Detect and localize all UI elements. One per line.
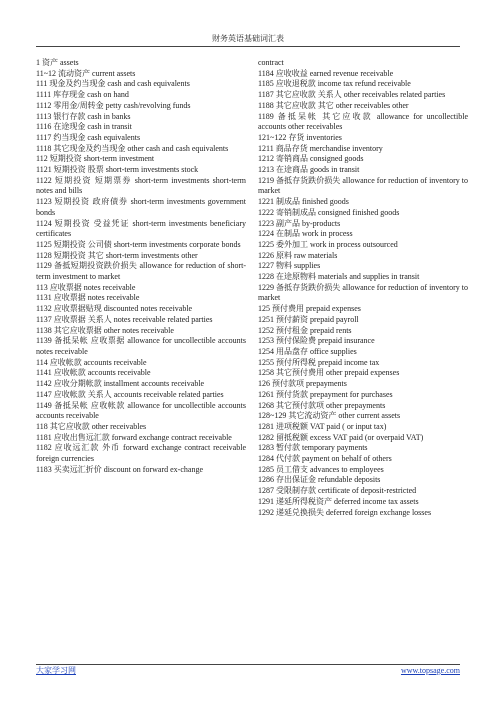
glossary-entry: 1117 约当现金 cash equivalents <box>36 132 141 142</box>
glossary-entry: 1281 进项税额 VAT paid ( or input tax) <box>258 421 387 431</box>
glossary-entry: 111 现金及约当现金 cash and cash equivalents <box>36 79 190 89</box>
glossary-entry: 114 应收帐款 accounts receivable <box>36 357 147 367</box>
footer-site-name-link[interactable]: 大家学习网 <box>36 666 76 675</box>
footer-divider <box>36 664 460 665</box>
glossary-entry: 1116 在途现金 cash in transit <box>36 122 132 132</box>
glossary-entry: 1189 备抵呆帐 其它应收款 allowance for uncollectible accounts other receivables <box>258 111 468 132</box>
glossary-entry: contract <box>258 58 284 67</box>
glossary-entry: 1224 在制品 work in process <box>258 229 353 239</box>
glossary-entry: 1187 其它应收款 关系人 other receivables related parties <box>258 90 446 100</box>
glossary-entry: 1212 寄销商品 consigned goods <box>258 154 364 164</box>
glossary-entry: 1282 留抵税额 excess VAT paid (or overpaid VAT) <box>258 432 424 442</box>
glossary-entry: 1254 用品盘存 office supplies <box>258 346 357 356</box>
glossary-entry: 1149 备抵呆帐 应收帐款 allowance for uncollectible accounts accounts receivable <box>36 400 246 421</box>
glossary-entry: 1287 受限制存款 certificate of deposit-restricted <box>258 486 417 496</box>
glossary-entry: 1253 预付保险费 prepaid insurance <box>258 336 375 346</box>
glossary-entry: 1292 递延兑换损失 deferred foreign exchange losses <box>258 507 432 517</box>
glossary-entry: 1229 备抵存货跌价损失 allowance for reduction of inventory to market <box>258 282 468 303</box>
glossary-entry: 1 资产 assets <box>36 58 79 67</box>
glossary-entry: 1252 预付租金 prepaid rents <box>258 325 352 335</box>
glossary-entry: 1111 库存现金 cash on hand <box>36 90 129 100</box>
glossary-entry: 1285 员工借支 advances to employees <box>258 464 384 474</box>
glossary-entry: 1184 应收收益 earned revenue receivable <box>258 68 394 78</box>
glossary-entry: 1181 应收出售远汇款 forward exchange contract receivable <box>36 432 232 442</box>
glossary-entry: 1131 应收票据 notes receivable <box>36 293 140 303</box>
glossary-entry: 1286 存出保证金 refundable deposits <box>258 475 381 485</box>
glossary-entry: 1223 副产品 by-products <box>258 218 341 228</box>
glossary-entry: 1112 零用金/周转金 petty cash/revolving funds <box>36 100 191 110</box>
glossary-entry: 112 短期投资 short-term investment <box>36 154 155 164</box>
glossary-entry: 1147 应收帐款 关系人 accounts receivable related parties <box>36 389 224 399</box>
glossary-entry: 1219 备抵存货跌价损失 allowance for reduction of inventory to market <box>258 175 468 196</box>
glossary-entry: 1125 短期投资 公司债 short-term investments corporate bonds <box>36 239 241 249</box>
glossary-entry: 1261 预付货款 prepayment for purchases <box>258 389 393 399</box>
glossary-entry: 118 其它应收款 other receivables <box>36 421 147 431</box>
glossary-entry: 128~129 其它流动资产 other current assets <box>258 411 401 421</box>
glossary-entry: 1122 短期投资 短期票券 short-term investments short-term notes and bills <box>36 175 246 196</box>
glossary-entry: 126 预付款项 prepayments <box>258 379 347 389</box>
glossary-entry: 1132 应收票据贴现 discounted notes receivable <box>36 304 193 314</box>
glossary-entry: 113 应收票据 notes receivable <box>36 282 136 292</box>
glossary-entry: 1221 制成品 finished goods <box>258 197 349 207</box>
glossary-entry: 125 预付费用 prepaid expenses <box>258 304 361 314</box>
glossary-entry: 1268 其它预付款项 other prepayments <box>258 400 386 410</box>
glossary-entry: 1182 应收远汇款 外币 forward exchange contract receivable foreign currencies <box>36 443 246 464</box>
glossary-entry: 1185 应收退税款 income tax refund receivable <box>258 79 411 89</box>
page-header: 财务英语基础词汇表 <box>36 34 460 47</box>
glossary-entry: 1213 在途商品 goods in transit <box>258 165 360 175</box>
glossary-entry: 1139 备抵呆帐 应收票据 allowance for uncollectible accounts notes receivable <box>36 336 246 356</box>
glossary-entry: 1113 银行存款 cash in banks <box>36 111 131 121</box>
left-column <box>36 58 246 475</box>
glossary-entry: 1284 代付款 payment on behalf of others <box>258 454 392 464</box>
glossary-entry: 1251 预付薪资 prepaid payroll <box>258 314 359 324</box>
glossary-entry: 1258 其它预付费用 other prepaid expenses <box>258 368 400 378</box>
glossary-entry: 1226 原料 raw materials <box>258 250 338 260</box>
glossary-entry: 1118 其它现金及约当现金 other cash and cash equivalents <box>36 143 229 153</box>
glossary-entry: 1142 应收分期帐款 installment accounts receivable <box>36 379 205 389</box>
glossary-entry: 1283 暂付款 temporary payments <box>258 443 368 453</box>
glossary-entry: 1124 短期投资 受益凭证 short-term investments beneficiary certificates <box>36 218 246 239</box>
glossary-entry: 1183 买卖远汇折价 discount on forward ex-change <box>36 464 203 474</box>
glossary-entry: 1188 其它应收款 其它 other receivables other <box>258 100 409 110</box>
glossary-entry: 1137 应收票据 关系人 notes receivable related parties <box>36 314 213 324</box>
glossary-entry: 11~12 流动资产 current assets <box>36 68 136 78</box>
glossary-entry: 1128 短期投资 其它 short-term investments other <box>36 250 198 260</box>
glossary-entry: 1222 寄销制成品 consigned finished goods <box>258 207 400 217</box>
glossary-entry: 1121 短期投资 股票 short-term investments stock <box>36 165 199 175</box>
glossary-entry: 1123 短期投资 政府债券 short-term investments government bonds <box>36 197 246 217</box>
glossary-entry: 1138 其它应收票据 other notes receivable <box>36 325 174 335</box>
glossary-entry: 1211 商品存货 merchandise inventory <box>258 143 383 153</box>
glossary-entry: 1227 物料 supplies <box>258 261 321 271</box>
footer-url-link[interactable]: www.topsage.com <box>400 666 460 675</box>
glossary-entry: 1228 在途原物料 materials and supplies in transit <box>258 272 420 282</box>
glossary-entry: 1141 应收帐款 accounts receivable <box>36 368 151 378</box>
glossary-entry: 1225 委外加工 work in process outsourced <box>258 239 398 249</box>
glossary-entry: 121~122 存货 inventories <box>258 132 342 142</box>
glossary-entry: 1291 递延所得税资产 deferred income tax assets <box>258 496 419 506</box>
right-column <box>258 58 468 518</box>
glossary-entry: 1129 备抵短期投资跌价损失 allowance for reduction of short-term investment to market <box>36 261 246 282</box>
glossary-entry: 1255 预付所得税 prepaid income tax <box>258 357 380 367</box>
